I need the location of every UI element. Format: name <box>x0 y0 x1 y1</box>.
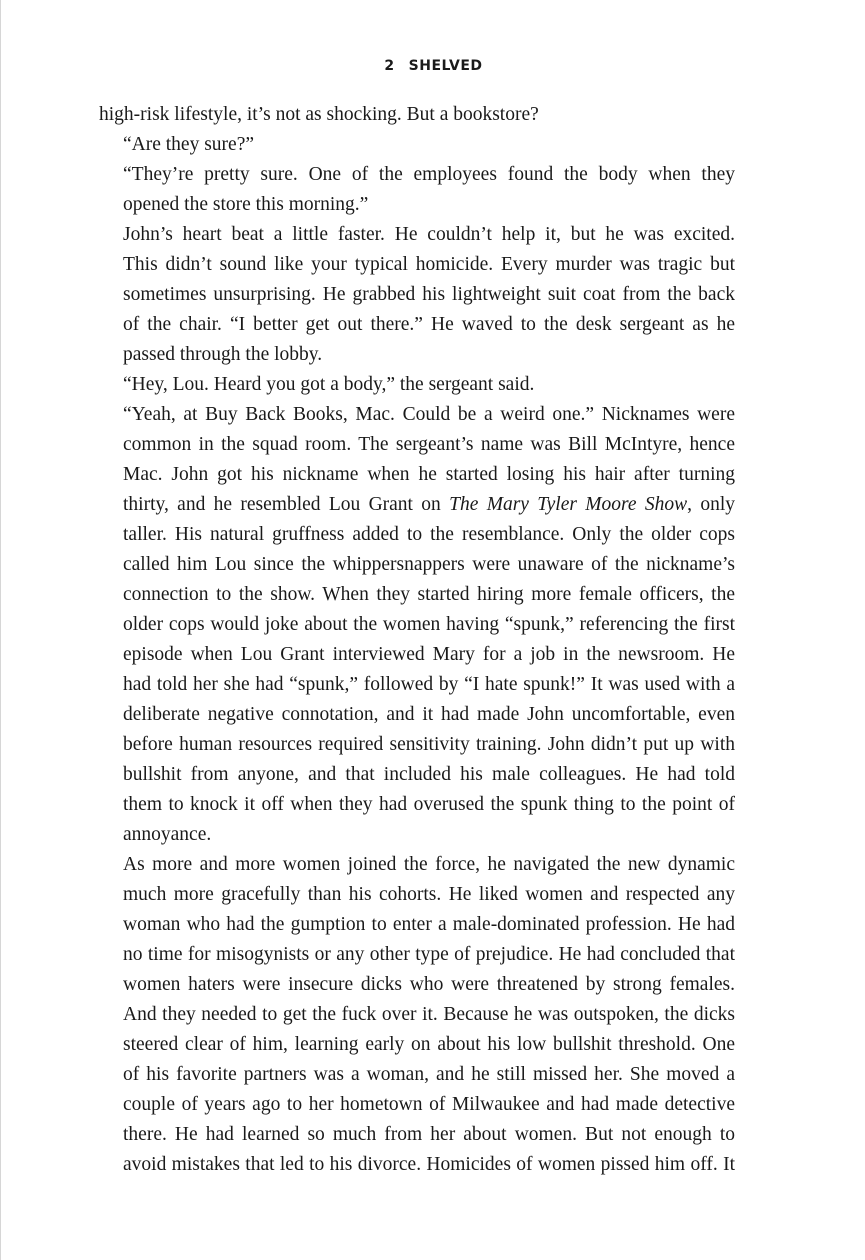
text-line: As more and more women joined the force, he navigated the new dynamic <box>123 854 735 875</box>
text-line: This didn’t sound like your typical homicide. Every murder was tragic but <box>123 254 735 275</box>
text-line: older cops would joke about the women having “spunk,” referencing the first <box>123 614 735 635</box>
text-line: thirty, and he resembled Lou Grant on The Mary Tyler Moore Show, only <box>123 494 736 515</box>
text-line: high-risk lifestyle, it’s not as shocking. But a bookstore? <box>99 104 539 125</box>
text-line: avoid mistakes that led to his divorce. Homicides of women pissed him off. It <box>123 1154 735 1175</box>
text-line: them to knock it off when they had overused the spunk thing to the point of <box>123 794 735 815</box>
paragraph <box>99 160 735 220</box>
text-line: much more gracefully than his cohorts. He liked women and respected any <box>123 884 735 905</box>
text-line: “Are they sure?” <box>123 134 255 155</box>
paragraph <box>99 220 735 370</box>
running-head <box>1 56 865 76</box>
text-line: of his favorite partners was a woman, and he still missed her. She moved a <box>123 1064 735 1085</box>
text-line: “Hey, Lou. Heard you got a body,” the sergeant said. <box>123 374 535 395</box>
text-line: women haters were insecure dicks who were threatened by strong females. <box>123 974 735 995</box>
text-line: called him Lou since the whippersnappers were unaware of the nickname’s <box>123 554 735 575</box>
text-line: no time for misogynists or any other type of prejudice. He had concluded that <box>123 944 735 965</box>
text-line: Mac. John got his nickname when he started losing his hair after turning <box>123 464 735 485</box>
page-number: 2 <box>384 58 395 74</box>
paragraph <box>99 850 735 1180</box>
book-title: SHELVED <box>408 58 483 74</box>
text-line: woman who had the gumption to enter a male-dominated profession. He had <box>123 914 735 935</box>
text-line: annoyance. <box>123 824 212 845</box>
text-line: John’s heart beat a little faster. He couldn’t help it, but he was excited. <box>123 224 735 245</box>
text-line: “They’re pretty sure. One of the employees found the body when they <box>123 164 735 185</box>
text-line: bullshit from anyone, and that included his male colleagues. He had told <box>123 764 735 785</box>
text-line: passed through the lobby. <box>123 344 323 365</box>
text-line: episode when Lou Grant interviewed Mary for a job in the newsroom. He <box>123 644 735 665</box>
text-line: before human resources required sensitivity training. John didn’t put up with <box>123 734 735 755</box>
text-line: of the chair. “I better get out there.” He waved to the desk sergeant as he <box>123 314 735 335</box>
paragraph <box>99 370 735 400</box>
text-line: taller. His natural gruffness added to the resemblance. Only the older cops <box>123 524 735 545</box>
text-line: deliberate negative connotation, and it had made John uncomfortable, even <box>123 704 735 725</box>
paragraph <box>99 400 735 850</box>
text-line: And they needed to get the fuck over it. Because he was outspoken, the dicks <box>123 1004 735 1025</box>
text-line: steered clear of him, learning early on about his low bullshit threshold. One <box>123 1034 735 1055</box>
paragraph <box>99 130 735 160</box>
text-line: connection to the show. When they started hiring more female officers, the <box>123 584 735 605</box>
text-line: couple of years ago to her hometown of Milwaukee and had made detective <box>123 1094 735 1115</box>
body-text <box>99 100 735 1180</box>
text-line: “Yeah, at Buy Back Books, Mac. Could be a weird one.” Nicknames were <box>123 404 735 425</box>
text-line: common in the squad room. The sergeant’s name was Bill McIntyre, hence <box>123 434 735 455</box>
text-line: sometimes unsurprising. He grabbed his lightweight suit coat from the back <box>123 284 735 305</box>
text-line: opened the store this morning.” <box>123 194 369 215</box>
text-line: there. He had learned so much from her about women. But not enough to <box>123 1124 735 1145</box>
text-line: had told her she had “spunk,” followed by “I hate spunk!” It was used with a <box>123 674 735 695</box>
paragraph <box>99 100 735 130</box>
show-title: The Mary Tyler Moore Show <box>449 494 688 515</box>
